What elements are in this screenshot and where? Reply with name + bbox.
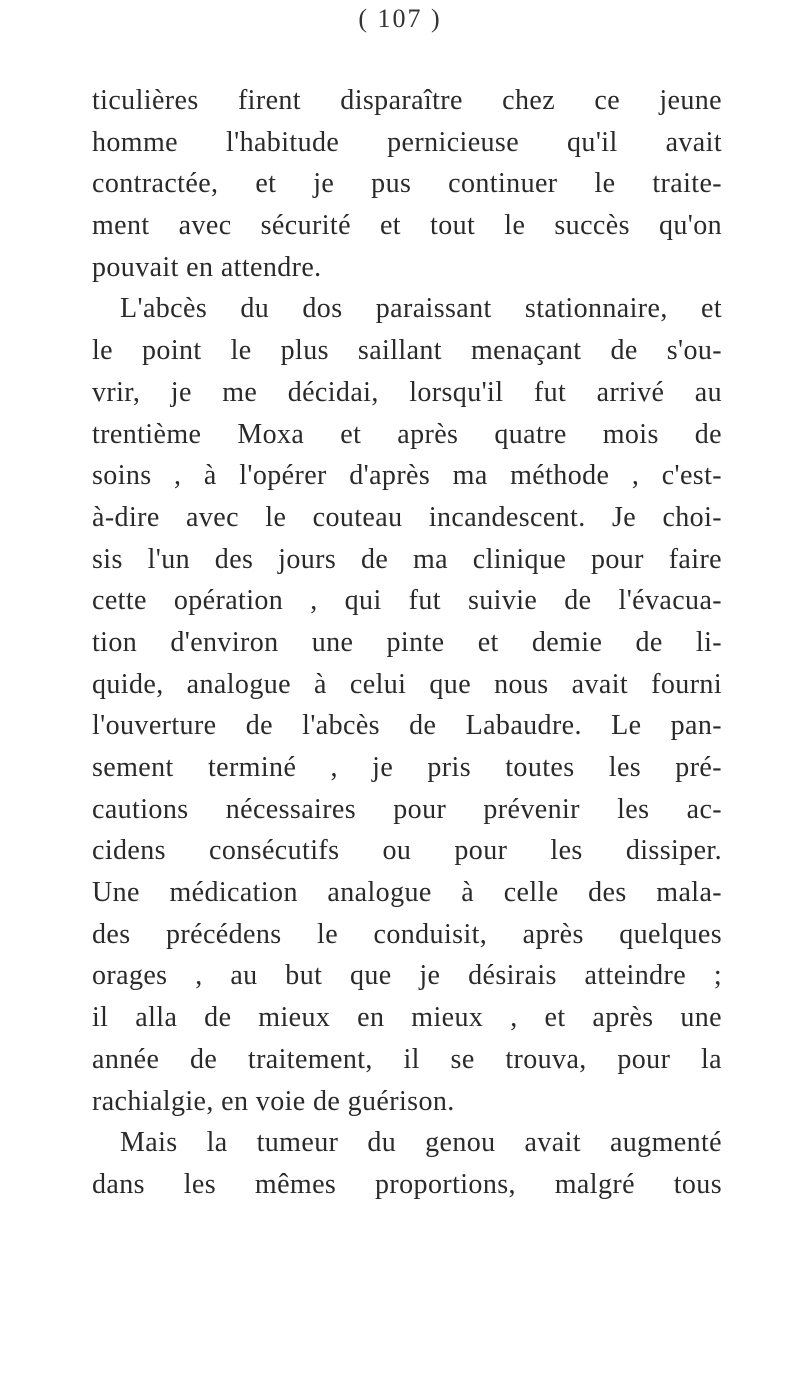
text-line: à-dire avec le couteau incandescent. Je choi- <box>92 501 722 533</box>
text-line: sis l'un des jours de ma clinique pour faire <box>92 543 722 575</box>
text-line: il alla de mieux en mieux , et après une <box>92 1002 722 1034</box>
page-number: ( 107 ) <box>358 4 442 33</box>
text-line: le point le plus saillant menaçant de s'ou- <box>92 335 722 367</box>
text-line: ment avec sécurité et tout le succès qu'on <box>92 210 722 242</box>
text-line: pouvait en attendre. <box>92 251 322 283</box>
text-line: Mais la tumeur du genou avait augmenté <box>120 1127 722 1159</box>
text-line: cidens consécutifs ou pour les dissiper. <box>92 835 722 867</box>
text-line: L'abcès du dos paraissant stationnaire, et <box>120 293 722 325</box>
text-line: trentième Moxa et après quatre mois de <box>92 418 722 450</box>
text-line: dans les mêmes proportions, malgré tous <box>92 1168 722 1200</box>
text-line: sement terminé , je pris toutes les pré- <box>92 752 722 783</box>
text-line: année de traitement, il se trouva, pour la <box>92 1043 722 1075</box>
body-text <box>92 80 722 1206</box>
text-line: soins , à l'opérer d'après ma méthode , c'est- <box>92 460 722 492</box>
text-line: cautions nécessaires pour prévenir les ac- <box>92 793 722 825</box>
text-line: cette opération , qui fut suivie de l'évacua- <box>92 585 722 617</box>
text-line: l'ouverture de l'abcès de Labaudre. Le pan- <box>92 710 722 742</box>
text-line: Une médication analogue à celle des mala- <box>92 877 722 909</box>
text-line: tion d'environ une pinte et demie de li- <box>92 626 722 658</box>
text-line: ticulières firent disparaître chez ce jeune <box>92 85 722 116</box>
text-line: rachialgie, en voie de guérison. <box>92 1085 455 1117</box>
text-line: contractée, et je pus continuer le traite- <box>92 168 722 200</box>
text-line: vrir, je me décidai, lorsqu'il fut arrivé au <box>92 376 722 408</box>
text-line: orages , au but que je désirais atteindre ; <box>92 960 722 992</box>
text-line: homme l'habitude pernicieuse qu'il avait <box>92 126 722 158</box>
text-line: des précédens le conduisit, après quelques <box>92 918 722 950</box>
text-line: quide, analogue à celui que nous avait fourni <box>92 668 722 700</box>
